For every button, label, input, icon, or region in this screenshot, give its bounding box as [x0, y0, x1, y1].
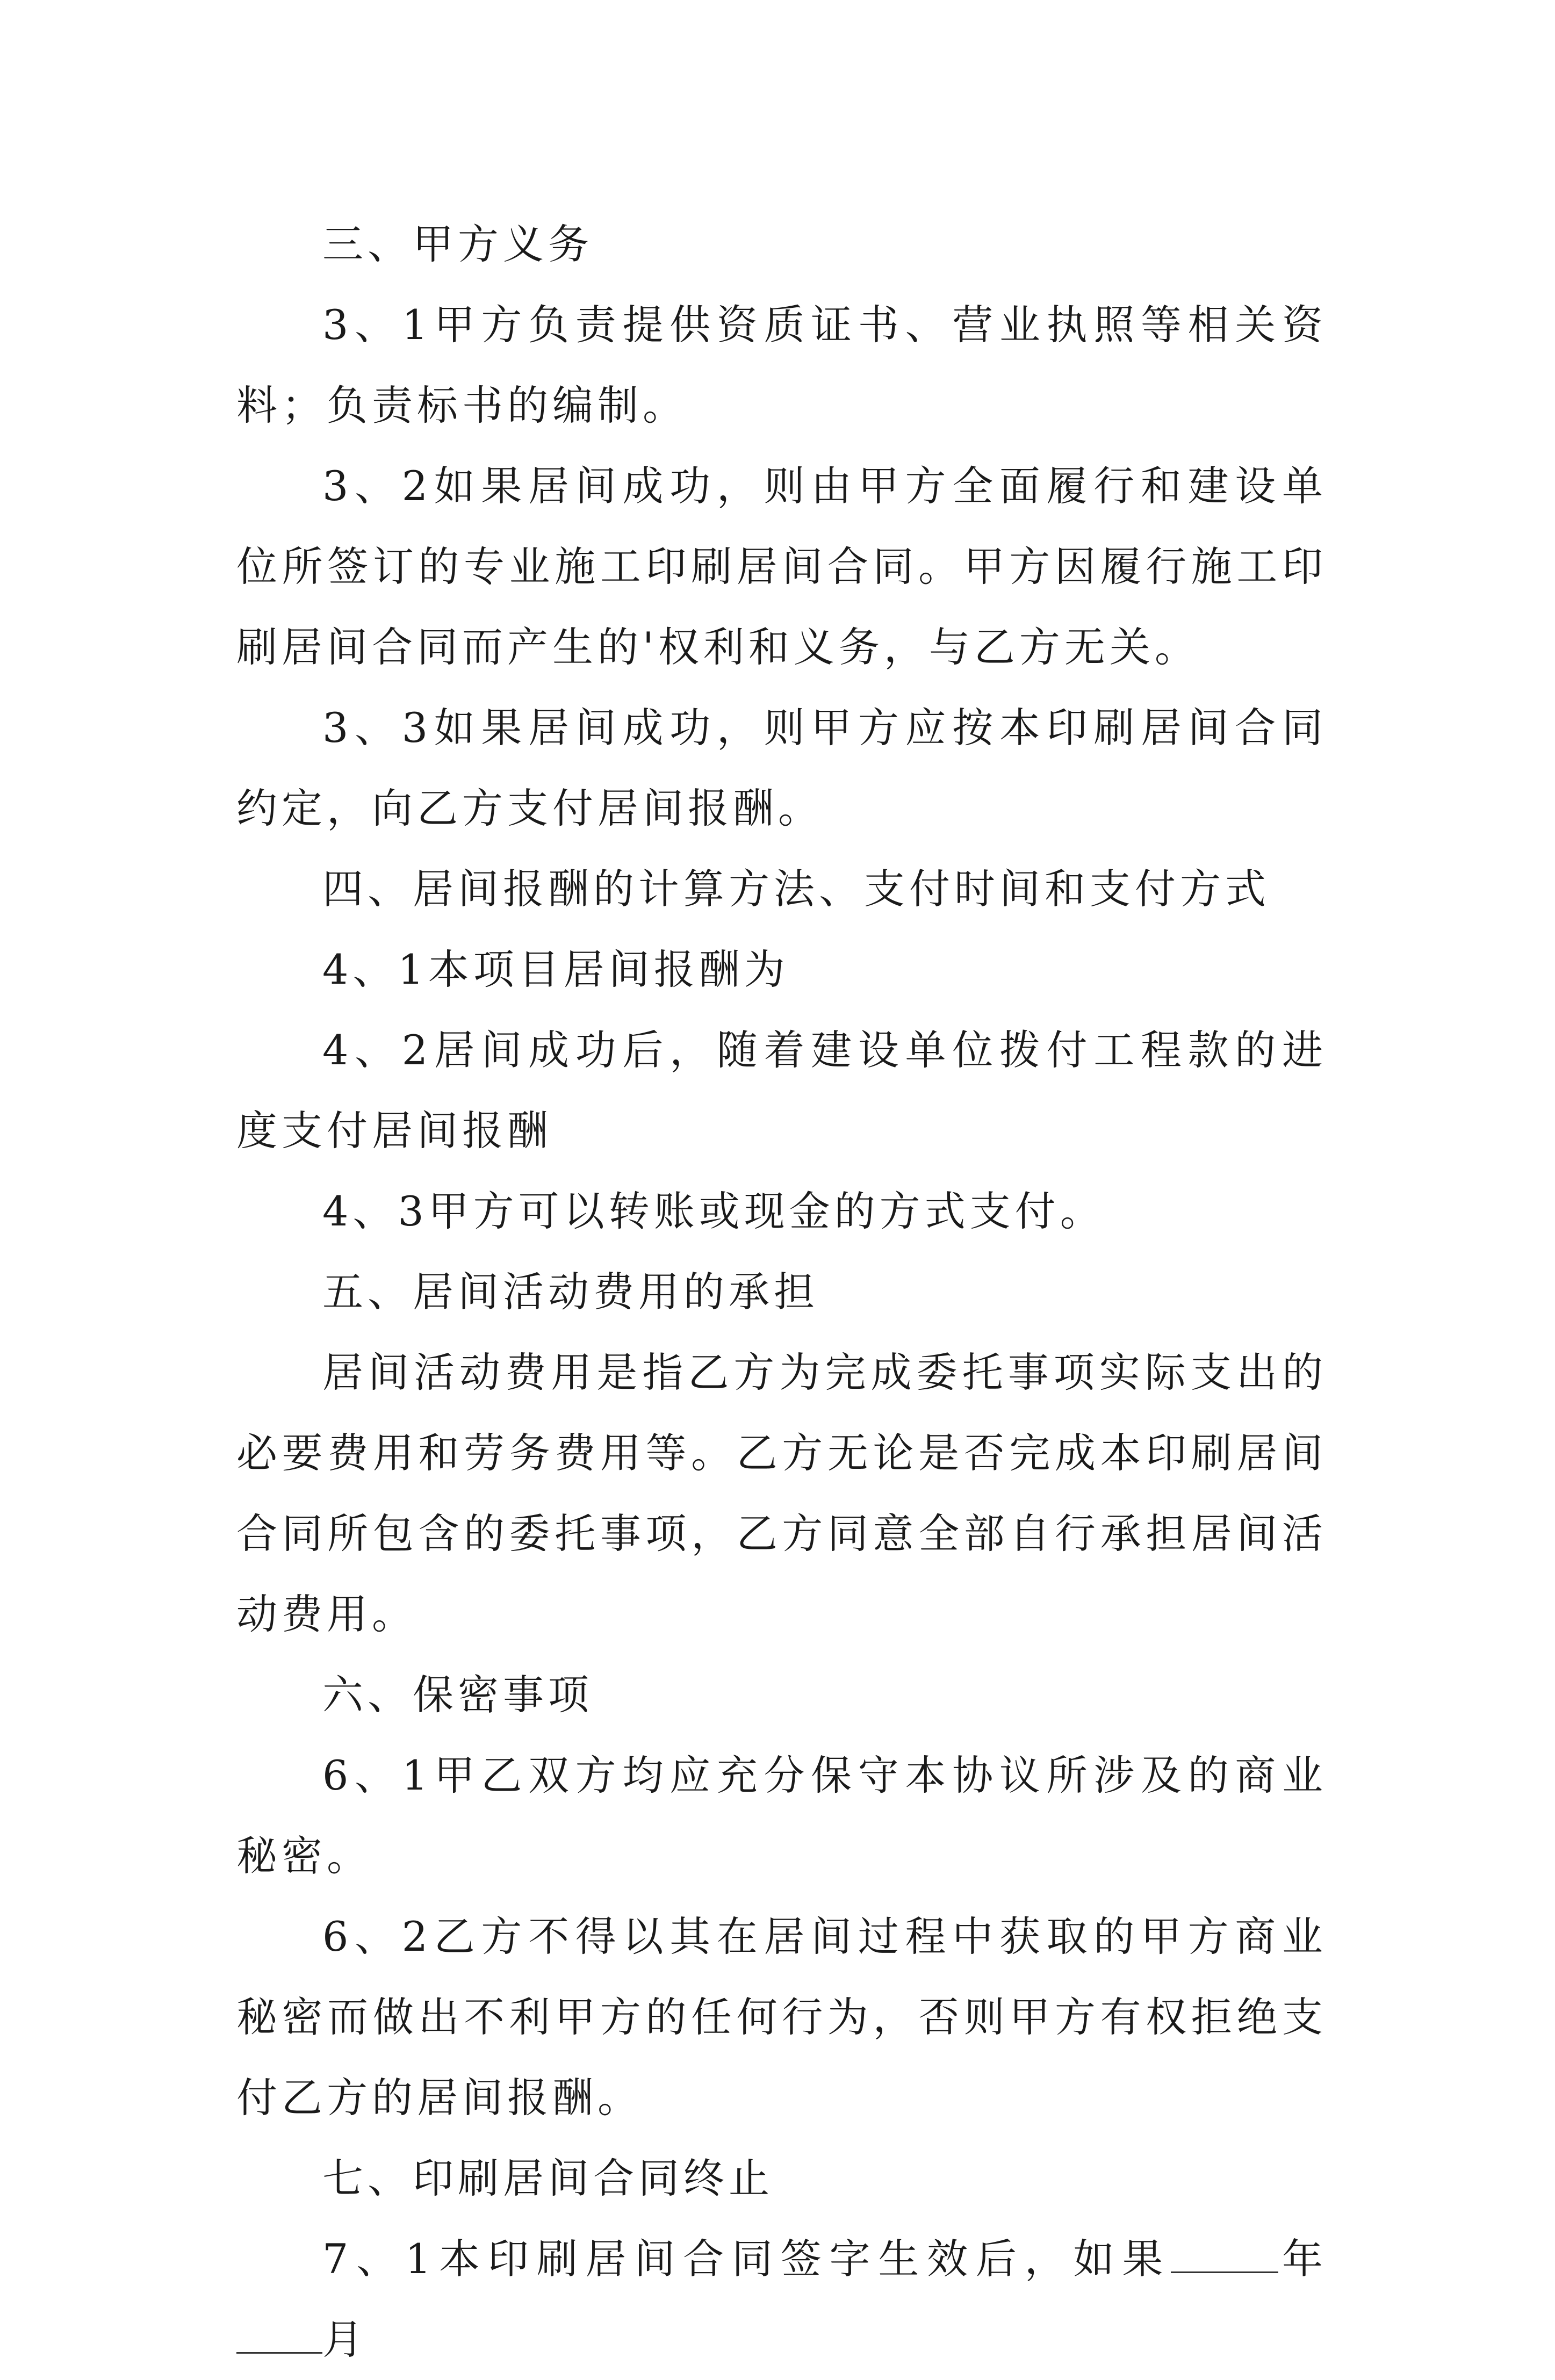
section-6-heading: 六、保密事项 — [322, 1671, 593, 1719]
month-blank — [236, 2311, 322, 2354]
year-label: 年 — [1278, 2235, 1327, 2283]
document-body — [236, 204, 1327, 2380]
section-4-heading: 四、居间报酬的计算方法、支付时间和支付方式 — [322, 865, 1270, 913]
clause-3-3: 3、3如果居间成功，则甲方应按本印刷居间合同约定，向乙方支付居间报酬。 — [236, 704, 1327, 832]
clause-4-1: 4、1本项目居间报酬为 — [322, 946, 789, 993]
section-5-heading: 五、居间活动费用的承担 — [322, 1268, 819, 1316]
clause-4-3: 4、3甲方可以转账或现金的方式支付。 — [322, 1187, 1105, 1235]
clause-3-2: 3、2如果居间成功，则由甲方全面履行和建设单位所签订的专业施工印刷居间合同。甲方因履行施工印刷居间合同而产生的'权利和义务，与乙方无关。 — [236, 462, 1327, 671]
clause-7-1-text: 7、1本印刷居间合同签字生效后，如果 — [322, 2235, 1171, 2283]
clause-7-1 — [236, 2219, 1327, 2380]
clause-6-1: 6、1甲乙双方均应充分保守本协议所涉及的商业秘密。 — [236, 1751, 1327, 1880]
month-label: 月 — [322, 2316, 368, 2363]
clause-6-2: 6、2乙方不得以其在居间过程中获取的甲方商业秘密而做出不利甲方的任何行为，否则甲方有权拒绝支付乙方的居间报酬。 — [236, 1913, 1327, 2122]
section-7-heading: 七、印刷居间合同终止 — [322, 2154, 774, 2202]
section-3-heading: 三、甲方义务 — [322, 220, 593, 268]
clause-4-2: 4、2居间成功后，随着建设单位拨付工程款的进度支付居间报酬 — [236, 1026, 1327, 1155]
clause-3-1: 3、1甲方负责提供资质证书、营业执照等相关资料；负责标书的编制。 — [236, 301, 1327, 429]
clause-5-body: 居间活动费用是指乙方为完成委托事项实际支出的必要费用和劳务费用等。乙方无论是否完成本印刷居间合同所包含的委托事项，乙方同意全部自行承担居间活动费用。 — [236, 1348, 1327, 1638]
year-blank — [1171, 2231, 1278, 2273]
